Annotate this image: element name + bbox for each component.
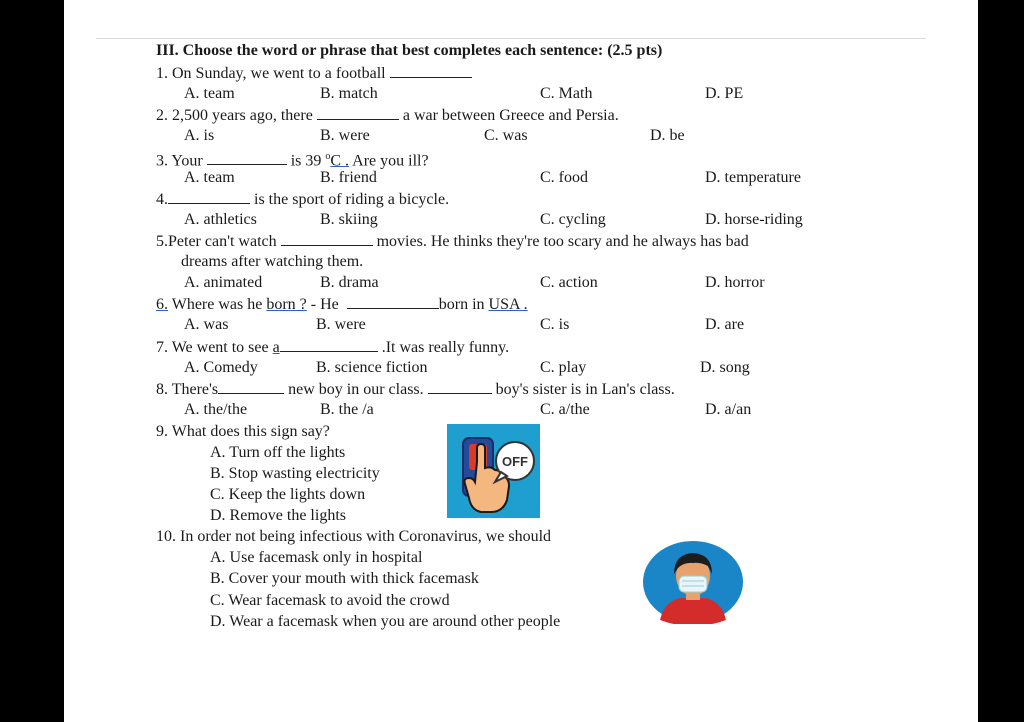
q6-option-d[interactable]: D. are bbox=[705, 316, 745, 333]
q2-option-c[interactable]: C. was bbox=[484, 127, 528, 144]
switch-hand-icon bbox=[447, 424, 540, 518]
question-10: 10. In order not being infectious with Coronavirus, we should bbox=[156, 528, 552, 545]
q7-option-c[interactable]: C. play bbox=[540, 359, 587, 376]
q3-option-a[interactable]: A. team bbox=[184, 169, 235, 186]
question-6: 6. Where was he born ? - He born in USA . bbox=[156, 296, 528, 313]
question-5: 5.Peter can't watch movies. He thinks they're too scary and he always has bad bbox=[156, 233, 749, 250]
q8-option-c[interactable]: C. a/the bbox=[540, 401, 590, 418]
light-switch-off-sign bbox=[447, 424, 540, 518]
q7-option-b[interactable]: B. science fiction bbox=[316, 359, 428, 376]
q2-option-b[interactable]: B. were bbox=[320, 127, 370, 144]
q9-option-d[interactable]: D. Remove the lights bbox=[210, 507, 346, 524]
q3-option-b[interactable]: B. friend bbox=[320, 169, 377, 186]
question-5-cont: dreams after watching them. bbox=[181, 253, 364, 270]
q3-option-d[interactable]: D. temperature bbox=[705, 169, 801, 186]
question-1: 1. On Sunday, we went to a football bbox=[156, 63, 472, 84]
q2-option-d[interactable]: D. be bbox=[650, 127, 685, 144]
q2-option-a[interactable]: A. is bbox=[184, 127, 215, 144]
q8-option-a[interactable]: A. the/the bbox=[184, 401, 248, 418]
question-9: 9. What does this sign say? bbox=[156, 423, 330, 440]
question-3: 3. Your is 39 $^o$C . Are you ill? bbox=[156, 151, 429, 170]
question-2: 2. 2,500 years ago, there a war between Greece and Persia. bbox=[156, 107, 619, 124]
q6-option-b[interactable]: B. were bbox=[316, 316, 366, 333]
question-8: 8. There's new boy in our class. boy's sister is in Lan's class. bbox=[156, 381, 675, 398]
person-wearing-facemask-icon bbox=[642, 540, 744, 624]
q1-option-b[interactable]: B. match bbox=[320, 85, 378, 102]
q3-option-c[interactable]: C. food bbox=[540, 169, 588, 186]
q10-option-c[interactable]: C. Wear facemask to avoid the crowd bbox=[210, 592, 450, 609]
q6-option-c[interactable]: C. is bbox=[540, 316, 570, 333]
q10-option-b[interactable]: B. Cover your mouth with thick facemask bbox=[210, 570, 479, 587]
q9-option-a[interactable]: A. Turn off the lights bbox=[210, 444, 346, 461]
question-4: 4. is the sport of riding a bicycle. bbox=[156, 191, 450, 208]
q7-option-a[interactable]: A. Comedy bbox=[184, 359, 258, 376]
q8-option-b[interactable]: B. the /a bbox=[320, 401, 374, 418]
q7-option-d[interactable]: D. song bbox=[700, 359, 750, 376]
q4-option-d[interactable]: D. horse-riding bbox=[705, 211, 803, 228]
question-7: 7. We went to see a .It was really funny. bbox=[156, 339, 510, 356]
q10-option-d[interactable]: D. Wear a facemask when you are around other people bbox=[210, 613, 561, 630]
q4-option-c[interactable]: C. cycling bbox=[540, 211, 606, 228]
q5-option-b[interactable]: B. drama bbox=[320, 274, 379, 291]
q1-option-d[interactable]: D. PE bbox=[705, 85, 744, 102]
q1-option-c[interactable]: C. Math bbox=[540, 85, 593, 102]
q5-option-a[interactable]: A. animated bbox=[184, 274, 263, 291]
q5-option-d[interactable]: D. horror bbox=[705, 274, 765, 291]
sign-label: OFF bbox=[502, 454, 528, 469]
q6-option-a[interactable]: A. was bbox=[184, 316, 229, 333]
q9-option-c[interactable]: C. Keep the lights down bbox=[210, 486, 366, 503]
q10-option-a[interactable]: A. Use facemask only in hospital bbox=[210, 549, 423, 566]
q5-option-c[interactable]: C. action bbox=[540, 274, 598, 291]
q4-option-b[interactable]: B. skiing bbox=[320, 211, 378, 228]
top-rule bbox=[96, 38, 926, 39]
q4-option-a[interactable]: A. athletics bbox=[184, 211, 257, 228]
section-heading: III. Choose the word or phrase that best completes each sentence: (2.5 pts) bbox=[156, 42, 663, 59]
q9-option-b[interactable]: B. Stop wasting electricity bbox=[210, 465, 380, 482]
q8-option-d[interactable]: D. a/an bbox=[705, 401, 752, 418]
q1-option-a[interactable]: A. team bbox=[184, 85, 235, 102]
